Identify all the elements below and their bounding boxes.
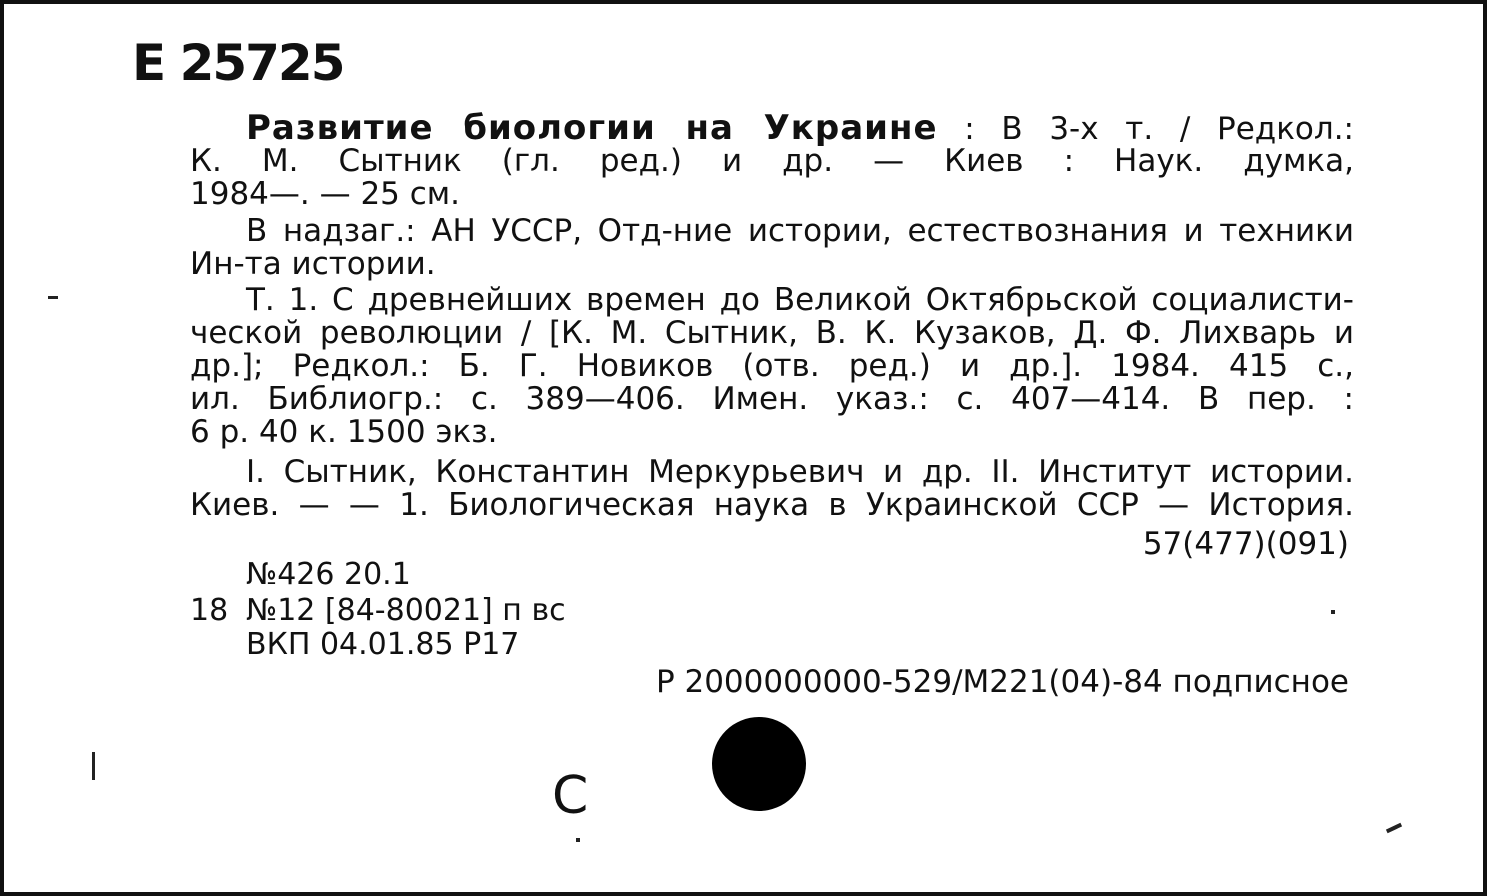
imprint-line-3: ВКП 04.01.85 Р17	[246, 627, 520, 662]
note-block	[190, 215, 1354, 281]
volume-line-2: ческой революции / [К. М. Сытник, В. К. Кузаков, Д. Ф. Лихварь и	[190, 315, 1354, 351]
note-line-2: Ин-та истории.	[190, 246, 436, 282]
scan-speck	[92, 752, 95, 780]
tracing-block	[190, 456, 1354, 522]
classification-number: 57(477)(091)	[1142, 526, 1349, 562]
imprint-line-2: №12 [84-80021] п вс	[246, 593, 566, 628]
scan-speck	[576, 838, 580, 842]
imprint-prefix: 18	[190, 593, 229, 628]
volume-line-4: ил. Библиогр.: с. 389—406. Имен. указ.: с. 407—414. В пер. :	[190, 381, 1354, 417]
scan-speck	[1331, 610, 1335, 614]
tracing-line-1: I. Сытник, Константин Меркурьевич и др. II. Институт истории.	[246, 454, 1354, 490]
header-continuation	[190, 145, 1354, 211]
volume-line-1: Т. 1. С древнейших времен до Великой Октябрьской социалисти-	[246, 282, 1354, 318]
volume-line-5: 6 р. 40 к. 1500 экз.	[190, 414, 498, 450]
book-title: Развитие биологии на Украине	[246, 108, 938, 148]
imprint-line-1: №426 20.1	[246, 557, 411, 592]
header-line-3: 1984—. — 25 см.	[190, 176, 461, 212]
volume-line-3: др.]; Редкол.: Б. Г. Новиков (отв. ред.) и др.]. 1984. 415 с.,	[190, 348, 1354, 384]
header-rest: : В 3-х т. / Редкол.:	[937, 111, 1355, 147]
call-number: Е 25725	[132, 34, 344, 92]
header-line-2: К. М. Сытник (гл. ред.) и др. — Киев : Наук. думка,	[190, 143, 1354, 179]
header-line-1	[190, 108, 1355, 148]
scan-speck	[48, 296, 58, 299]
scan-speck	[1386, 823, 1402, 833]
volume-block	[190, 284, 1354, 449]
price-code: Р 2000000000-529/М221(04)-84 подписное	[655, 664, 1349, 700]
stamp-letter: С	[552, 766, 589, 826]
tracing-line-2: Киев. — — 1. Биологическая наука в Украинской ССР — История.	[190, 487, 1354, 523]
note-line-1: В надзаг.: АН УССР, Отд-ние истории, естествознания и техники	[246, 213, 1354, 249]
punched-hole-mark	[712, 717, 806, 811]
header-block	[190, 108, 1355, 148]
